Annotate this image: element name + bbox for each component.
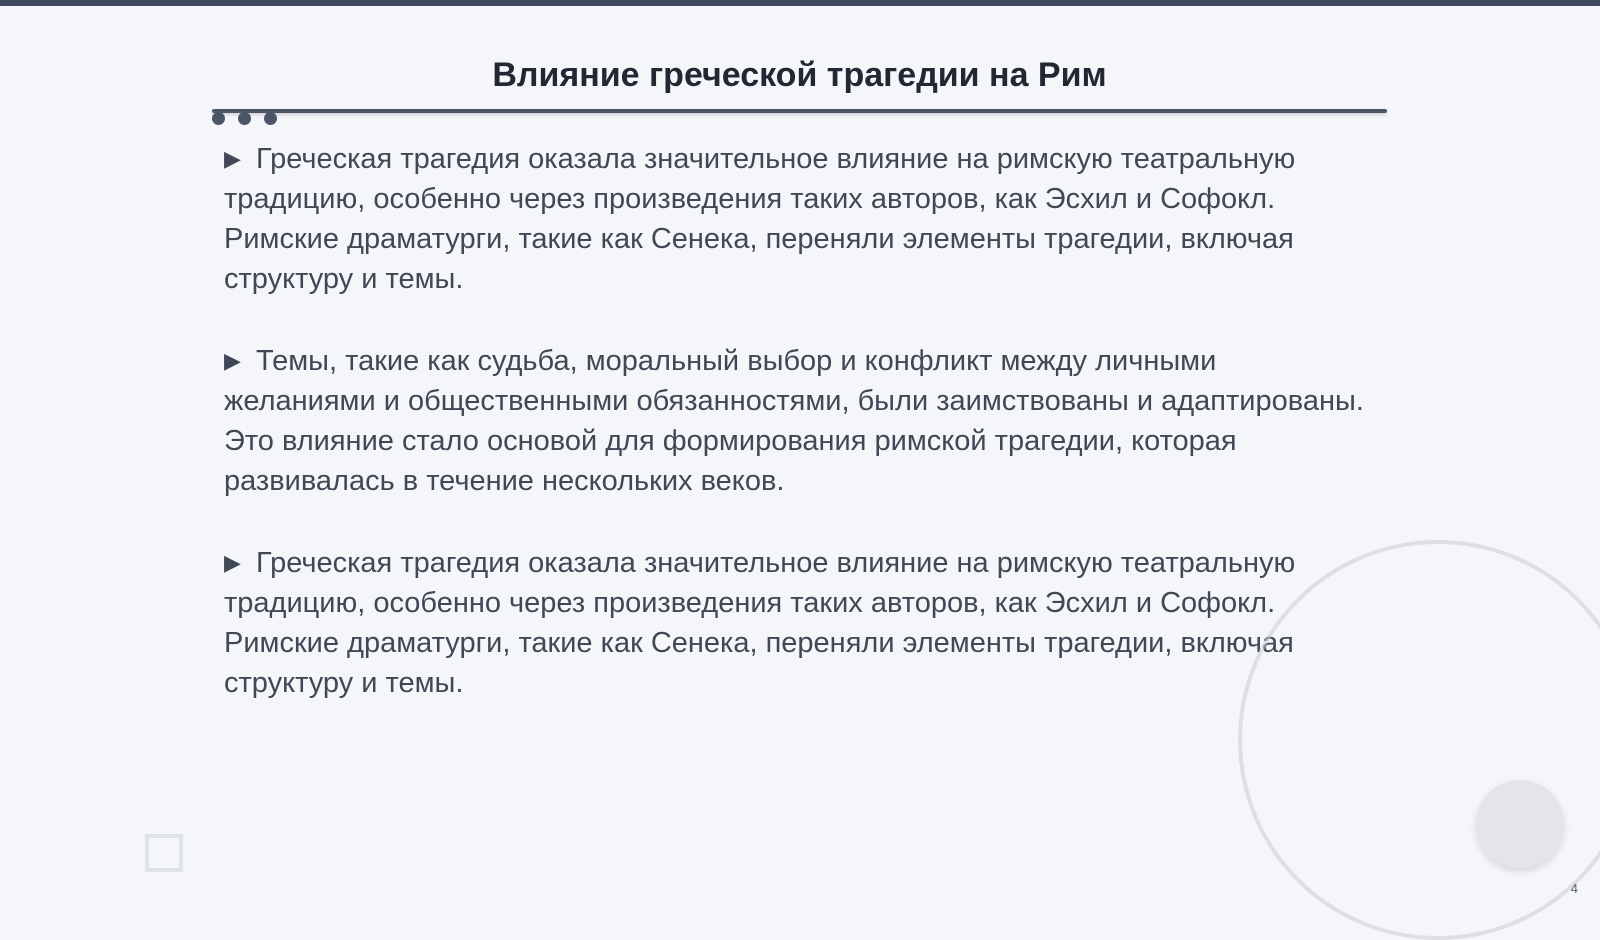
title-underline bbox=[212, 109, 1387, 113]
bullet-item bbox=[224, 139, 1374, 299]
slide-title: Влияние греческой трагедии на Рим bbox=[492, 56, 1107, 94]
bullet-text: Греческая трагедия оказала значительное влияние на римскую театральную традицию, особенно через произведения таких авторов, как Эсхил и Софокл. Римские драматурги, такие как Сенека, переняли элементы трагедии, включая структуру и темы. bbox=[224, 547, 1296, 699]
triangle-bullet-icon: ▶ bbox=[224, 146, 241, 171]
bullet-item bbox=[224, 543, 1374, 703]
bullet-item bbox=[224, 341, 1374, 501]
decorative-dot bbox=[264, 112, 277, 125]
bullet-text: Темы, такие как судьба, моральный выбор и конфликт между личными желаниями и общественными обязанностями, были заимствованы и адаптированы. Это влияние стало основой для формирования римской трагедии, которая развивалась в течение нескольких веков. bbox=[224, 345, 1364, 497]
triangle-bullet-icon: ▶ bbox=[224, 348, 241, 373]
bullet-list bbox=[224, 139, 1374, 745]
bullet-text: Греческая трагедия оказала значительное влияние на римскую театральную традицию, особенно через произведения таких авторов, как Эсхил и Софокл. Римские драматурги, такие как Сенека, переняли элементы трагедии, включая структуру и темы. bbox=[224, 143, 1296, 295]
decorative-square bbox=[145, 834, 183, 872]
triangle-bullet-icon: ▶ bbox=[224, 550, 241, 575]
decorative-circle bbox=[1476, 780, 1564, 868]
page-number: 4 bbox=[1570, 881, 1578, 896]
decorative-dot bbox=[238, 112, 251, 125]
decorative-dot bbox=[212, 112, 225, 125]
top-accent-bar bbox=[0, 0, 1600, 6]
